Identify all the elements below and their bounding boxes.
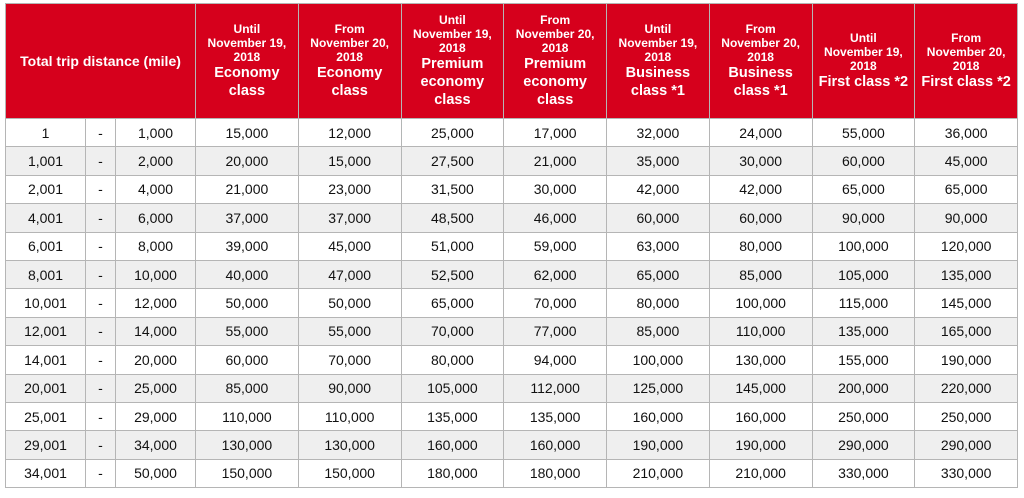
miles-value-cell: 145,000: [915, 289, 1018, 317]
miles-value-cell: 135,000: [915, 260, 1018, 288]
table-body: [6, 119, 1018, 488]
header-row: [6, 4, 1018, 119]
miles-value-cell: 290,000: [915, 431, 1018, 459]
miles-value-cell: 135,000: [812, 317, 915, 345]
distance-from-cell: 20,001: [6, 374, 86, 402]
distance-to-cell: 12,000: [116, 289, 196, 317]
miles-value-cell: 80,000: [401, 346, 504, 374]
miles-value-cell: 36,000: [915, 119, 1018, 147]
miles-value-cell: 330,000: [812, 459, 915, 487]
miles-value-cell: 21,000: [196, 175, 299, 203]
distance-to-cell: 25,000: [116, 374, 196, 402]
table-row: [6, 459, 1018, 487]
miles-value-cell: 37,000: [196, 204, 299, 232]
miles-value-cell: 46,000: [504, 204, 607, 232]
col-class: Premium economy class: [523, 56, 587, 108]
miles-value-cell: 15,000: [196, 119, 299, 147]
table-row: [6, 431, 1018, 459]
table-row: [6, 204, 1018, 232]
table-row: [6, 402, 1018, 430]
miles-value-cell: 65,000: [401, 289, 504, 317]
miles-value-cell: 90,000: [812, 204, 915, 232]
miles-value-cell: 62,000: [504, 260, 607, 288]
miles-value-cell: 85,000: [196, 374, 299, 402]
miles-value-cell: 110,000: [196, 402, 299, 430]
col-period: From: [951, 31, 982, 45]
miles-value-cell: 39,000: [196, 232, 299, 260]
miles-value-cell: 94,000: [504, 346, 607, 374]
table-row: [6, 260, 1018, 288]
col-period: From: [540, 13, 571, 27]
miles-value-cell: 105,000: [812, 260, 915, 288]
col-period: From: [745, 22, 776, 36]
miles-value-cell: 23,000: [298, 175, 401, 203]
miles-value-cell: 24,000: [709, 119, 812, 147]
col-period: Until: [850, 31, 877, 45]
miles-value-cell: 70,000: [504, 289, 607, 317]
col-date: November 19, 2018: [618, 36, 698, 64]
miles-value-cell: 60,000: [709, 204, 812, 232]
col-date: November 20, 2018: [926, 45, 1006, 73]
miles-value-cell: 21,000: [504, 147, 607, 175]
miles-value-cell: 160,000: [709, 402, 812, 430]
miles-value-cell: 25,000: [401, 119, 504, 147]
miles-value-cell: 15,000: [298, 147, 401, 175]
miles-value-cell: 35,000: [607, 147, 710, 175]
distance-from-cell: 8,001: [6, 260, 86, 288]
distance-to-cell: 14,000: [116, 317, 196, 345]
miles-value-cell: 250,000: [812, 402, 915, 430]
miles-value-cell: 45,000: [915, 147, 1018, 175]
col-class: First class *2: [818, 74, 909, 90]
miles-value-cell: 100,000: [812, 232, 915, 260]
miles-value-cell: 60,000: [196, 346, 299, 374]
distance-from-cell: 34,001: [6, 459, 86, 487]
miles-value-cell: 60,000: [812, 147, 915, 175]
distance-from-cell: 10,001: [6, 289, 86, 317]
miles-value-cell: 60,000: [607, 204, 710, 232]
miles-value-cell: 65,000: [607, 260, 710, 288]
table-row: [6, 232, 1018, 260]
col-period: Until: [233, 22, 261, 36]
miles-value-cell: 110,000: [709, 317, 812, 345]
miles-value-cell: 125,000: [607, 374, 710, 402]
miles-value-cell: 190,000: [607, 431, 710, 459]
distance-to-cell: 8,000: [116, 232, 196, 260]
miles-value-cell: 160,000: [504, 431, 607, 459]
col-header-economy-from: [298, 4, 401, 119]
miles-value-cell: 80,000: [607, 289, 710, 317]
miles-value-cell: 52,500: [401, 260, 504, 288]
miles-value-cell: 160,000: [607, 402, 710, 430]
distance-dash-cell: -: [86, 317, 116, 345]
miles-value-cell: 115,000: [812, 289, 915, 317]
miles-value-cell: 210,000: [607, 459, 710, 487]
col-class: Economy class: [317, 65, 383, 99]
miles-value-cell: 31,500: [401, 175, 504, 203]
miles-value-cell: 59,000: [504, 232, 607, 260]
miles-value-cell: 100,000: [709, 289, 812, 317]
miles-value-cell: 12,000: [298, 119, 401, 147]
miles-value-cell: 55,000: [812, 119, 915, 147]
miles-value-cell: 100,000: [607, 346, 710, 374]
col-class: Premium economy class: [420, 56, 485, 108]
distance-dash-cell: -: [86, 175, 116, 203]
miles-value-cell: 37,000: [298, 204, 401, 232]
col-header-business-from: [709, 4, 812, 119]
distance-to-cell: 20,000: [116, 346, 196, 374]
miles-value-cell: 30,000: [504, 175, 607, 203]
distance-dash-cell: -: [86, 374, 116, 402]
distance-from-cell: 4,001: [6, 204, 86, 232]
miles-value-cell: 160,000: [401, 431, 504, 459]
miles-value-cell: 135,000: [504, 402, 607, 430]
table-row: [6, 147, 1018, 175]
col-class: Business class *1: [728, 65, 793, 99]
distance-to-cell: 34,000: [116, 431, 196, 459]
table-row: [6, 374, 1018, 402]
miles-value-cell: 290,000: [812, 431, 915, 459]
distance-dash-cell: -: [86, 260, 116, 288]
col-header-economy-until: [196, 4, 299, 119]
miles-value-cell: 48,500: [401, 204, 504, 232]
miles-value-cell: 220,000: [915, 374, 1018, 402]
col-header-premium-until: [401, 4, 504, 119]
miles-value-cell: 85,000: [709, 260, 812, 288]
miles-value-cell: 165,000: [915, 317, 1018, 345]
miles-value-cell: 70,000: [298, 346, 401, 374]
table-row: [6, 175, 1018, 203]
miles-value-cell: 190,000: [915, 346, 1018, 374]
distance-from-cell: 2,001: [6, 175, 86, 203]
miles-value-cell: 150,000: [196, 459, 299, 487]
miles-value-cell: 210,000: [709, 459, 812, 487]
distance-dash-cell: -: [86, 147, 116, 175]
table-row: [6, 346, 1018, 374]
distance-from-cell: 6,001: [6, 232, 86, 260]
distance-dash-cell: -: [86, 346, 116, 374]
distance-dash-cell: -: [86, 289, 116, 317]
miles-value-cell: 190,000: [709, 431, 812, 459]
miles-value-cell: 120,000: [915, 232, 1018, 260]
distance-dash-cell: -: [86, 119, 116, 147]
miles-value-cell: 65,000: [915, 175, 1018, 203]
distance-to-cell: 1,000: [116, 119, 196, 147]
miles-value-cell: 180,000: [504, 459, 607, 487]
miles-value-cell: 330,000: [915, 459, 1018, 487]
distance-to-cell: 29,000: [116, 402, 196, 430]
col-period: From: [334, 22, 365, 36]
miles-value-cell: 105,000: [401, 374, 504, 402]
col-date: November 19, 2018: [824, 45, 903, 73]
miles-value-cell: 130,000: [298, 431, 401, 459]
col-class: Economy class: [214, 65, 280, 99]
distance-from-cell: 14,001: [6, 346, 86, 374]
table-row: [6, 119, 1018, 147]
miles-value-cell: 77,000: [504, 317, 607, 345]
miles-value-cell: 90,000: [915, 204, 1018, 232]
miles-value-cell: 50,000: [196, 289, 299, 317]
distance-from-cell: 25,001: [6, 402, 86, 430]
col-header-business-until: [607, 4, 710, 119]
distance-to-cell: 2,000: [116, 147, 196, 175]
miles-value-cell: 112,000: [504, 374, 607, 402]
col-class: First class *2: [921, 74, 1011, 90]
distance-to-cell: 10,000: [116, 260, 196, 288]
table-row: [6, 289, 1018, 317]
distance-dash-cell: -: [86, 204, 116, 232]
col-period: Until: [439, 13, 466, 27]
miles-value-cell: 47,000: [298, 260, 401, 288]
miles-value-cell: 55,000: [196, 317, 299, 345]
col-date: November 20, 2018: [515, 27, 595, 55]
miles-value-cell: 70,000: [401, 317, 504, 345]
miles-value-cell: 45,000: [298, 232, 401, 260]
col-period: Until: [644, 22, 672, 36]
distance-to-cell: 4,000: [116, 175, 196, 203]
col-date: November 20, 2018: [310, 36, 389, 64]
col-date: November 20, 2018: [721, 36, 800, 64]
miles-value-cell: 85,000: [607, 317, 710, 345]
distance-dash-cell: -: [86, 402, 116, 430]
miles-value-cell: 55,000: [298, 317, 401, 345]
miles-value-cell: 32,000: [607, 119, 710, 147]
distance-dash-cell: -: [86, 431, 116, 459]
col-date: November 19, 2018: [207, 36, 287, 64]
miles-value-cell: 130,000: [196, 431, 299, 459]
miles-value-cell: 135,000: [401, 402, 504, 430]
distance-from-cell: 1,001: [6, 147, 86, 175]
miles-value-cell: 51,000: [401, 232, 504, 260]
distance-from-cell: 1: [6, 119, 86, 147]
miles-value-cell: 40,000: [196, 260, 299, 288]
distance-dash-cell: -: [86, 459, 116, 487]
miles-value-cell: 110,000: [298, 402, 401, 430]
col-header-first-from: [915, 4, 1018, 119]
distance-from-cell: 29,001: [6, 431, 86, 459]
miles-value-cell: 80,000: [709, 232, 812, 260]
col-date: November 19, 2018: [413, 27, 492, 55]
miles-value-cell: 20,000: [196, 147, 299, 175]
col-header-first-until: [812, 4, 915, 119]
award-chart-container: [5, 3, 1018, 488]
miles-value-cell: 130,000: [709, 346, 812, 374]
miles-value-cell: 42,000: [607, 175, 710, 203]
distance-dash-cell: -: [86, 232, 116, 260]
miles-value-cell: 180,000: [401, 459, 504, 487]
miles-value-cell: 30,000: [709, 147, 812, 175]
miles-value-cell: 63,000: [607, 232, 710, 260]
miles-value-cell: 150,000: [298, 459, 401, 487]
distance-to-cell: 6,000: [116, 204, 196, 232]
distance-header: Total trip distance (mile): [6, 4, 196, 119]
miles-value-cell: 27,500: [401, 147, 504, 175]
miles-value-cell: 50,000: [298, 289, 401, 317]
miles-value-cell: 145,000: [709, 374, 812, 402]
col-header-premium-from: [504, 4, 607, 119]
miles-value-cell: 155,000: [812, 346, 915, 374]
distance-to-cell: 50,000: [116, 459, 196, 487]
miles-value-cell: 90,000: [298, 374, 401, 402]
miles-value-cell: 17,000: [504, 119, 607, 147]
miles-value-cell: 65,000: [812, 175, 915, 203]
col-class: Business class *1: [625, 65, 691, 99]
miles-value-cell: 200,000: [812, 374, 915, 402]
award-mileage-table: [5, 3, 1018, 488]
miles-value-cell: 250,000: [915, 402, 1018, 430]
distance-from-cell: 12,001: [6, 317, 86, 345]
miles-value-cell: 42,000: [709, 175, 812, 203]
table-row: [6, 317, 1018, 345]
